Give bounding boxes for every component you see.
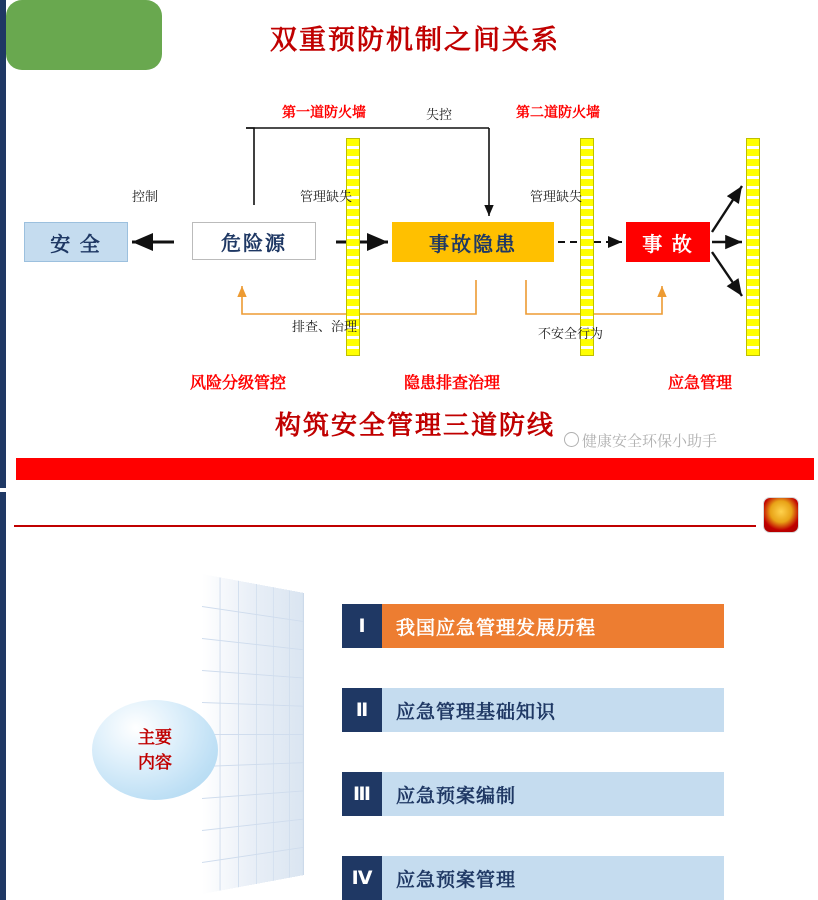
bubble-line-2: 内容 (138, 753, 172, 772)
decorative-grid-wall (202, 574, 304, 894)
agenda-item-1-number: Ⅰ (342, 604, 382, 648)
watermark-circle-icon (564, 432, 579, 447)
bubble-line-1: 主要 (138, 727, 172, 747)
main-content-bubble (92, 700, 218, 800)
node-accident: 事 故 (626, 222, 710, 262)
agenda-item-3-number: Ⅲ (342, 772, 382, 816)
agenda-item-1[interactable] (342, 604, 724, 648)
node-safe: 安 全 (24, 222, 128, 262)
node-hazard-source: 危险源 (192, 222, 316, 260)
caption-emergency-management: 应急管理 (668, 375, 733, 392)
agenda-item-2-number: Ⅱ (342, 688, 382, 732)
agenda-item-2-label: 应急管理基础知识 (396, 701, 557, 723)
agenda-item-2[interactable] (342, 688, 724, 732)
caption-risk-grading-control: 风险分级管控 (190, 375, 287, 392)
header-rule (14, 525, 756, 527)
agenda-item-3-label: 应急预案编制 (396, 785, 517, 807)
firewall-label-2: 第二道防火墙 (516, 104, 600, 120)
label-investigate-treat: 排查、治理 (292, 319, 358, 334)
slide-agenda (0, 492, 818, 900)
label-management-gap-1: 管理缺失 (300, 189, 353, 204)
page-subtitle: 构筑安全管理三道防线 (274, 410, 555, 440)
page-title: 双重预防机制之间关系 (270, 25, 560, 55)
label-management-gap-2: 管理缺失 (530, 189, 583, 204)
agenda-item-4[interactable] (342, 856, 724, 900)
firewall-label-1: 第一道防火墙 (282, 104, 366, 120)
node-accident-hazard: 事故隐患 (392, 222, 554, 262)
agenda-item-4-label: 应急预案管理 (396, 869, 517, 891)
label-loss-of-control: 失控 (426, 107, 453, 122)
emergency-bar (746, 138, 760, 356)
watermark-text: 健康安全环保小助手 (582, 433, 718, 450)
caption-hazard-investigation: 隐患排查治理 (404, 375, 501, 392)
label-unsafe-behavior: 不安全行为 (538, 326, 604, 341)
agenda-item-1-label: 我国应急管理发展历程 (396, 617, 597, 639)
agenda-item-3[interactable] (342, 772, 724, 816)
watermark (564, 430, 717, 451)
label-control: 控制 (132, 189, 159, 204)
organization-logo-icon (764, 498, 798, 532)
red-divider-bar (16, 458, 814, 480)
agenda-item-4-number: Ⅳ (342, 856, 382, 900)
